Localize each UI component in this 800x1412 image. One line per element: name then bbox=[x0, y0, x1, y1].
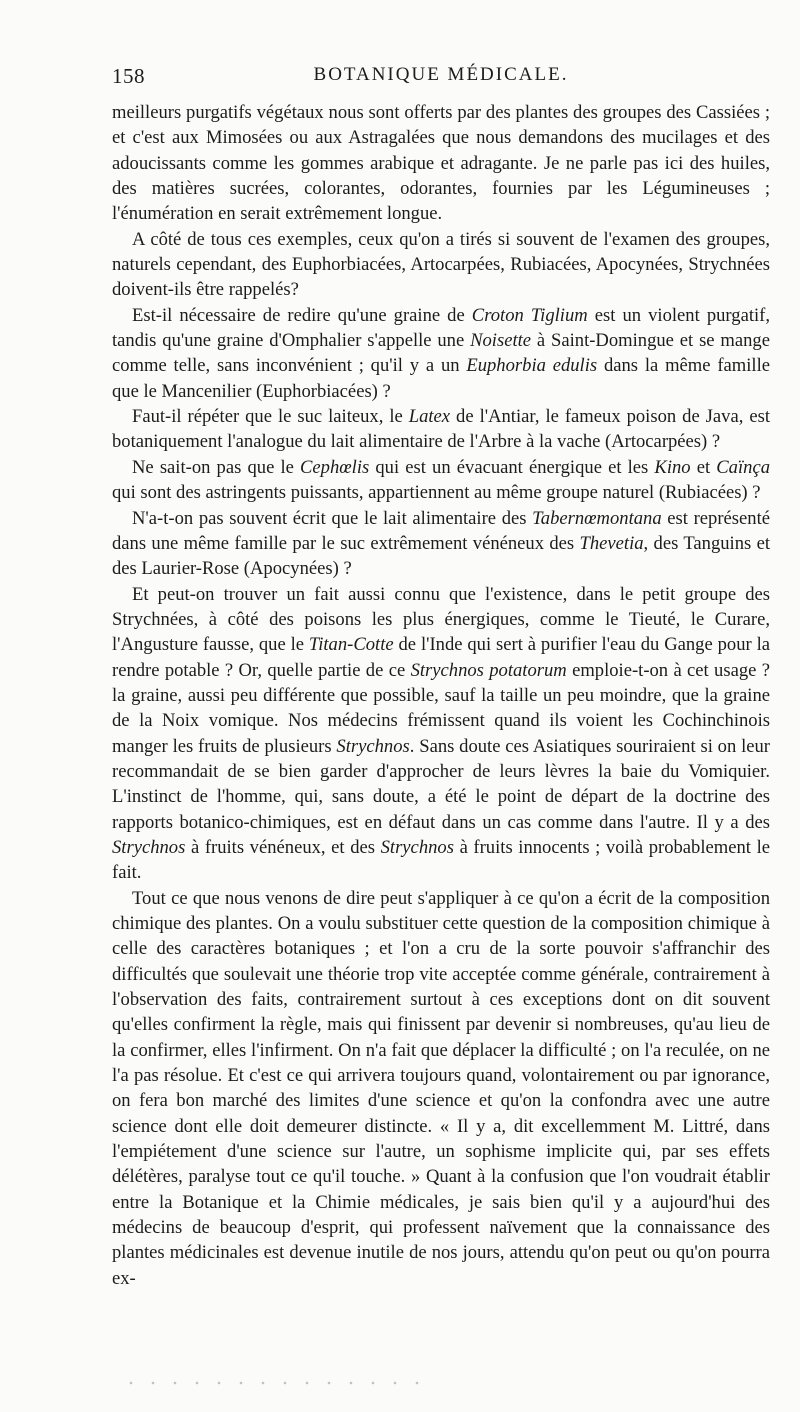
paragraph bbox=[112, 100, 770, 227]
italic-term: Euphorbia edulis bbox=[466, 355, 598, 377]
page-header bbox=[112, 64, 770, 94]
italic-term: Strychnos bbox=[380, 836, 454, 858]
print-specks bbox=[120, 1380, 420, 1386]
text-run: emploie-t-on à cet usage ? la graine, aussi peu différente que possible, sauf la taille un peu moindre, que la graine de la Noix vomique. Nos médecins frémissent quand ils voient les Cochinchinois manger les fruits de plusieurs bbox=[112, 659, 770, 757]
text-run: à Saint-Domingue et se mange comme telle, sans inconvénient ; qu'il y a un bbox=[112, 330, 770, 377]
text-run: est représenté dans une même famille par le suc extrêmement vénéneux des bbox=[112, 507, 770, 554]
text-run: de l'Antiar, le fameux poison de Java, est botaniquement l'analogue du lait alimentaire de l'Arbre à la vache (Artocarpées) ? bbox=[112, 406, 770, 453]
text-run: Est-il nécessaire de redire qu'une graine de bbox=[132, 304, 472, 326]
text-run: dans la même famille que le Mancenilier (Euphorbiacées) ? bbox=[112, 355, 770, 402]
paragraph bbox=[112, 506, 770, 582]
text-run: meilleurs purgatifs végétaux nous sont offerts par des plantes des groupes des Cassiées ; et c'est aux Mimosées ou aux Astragalées que nous demandons des mucilages et des adoucissants comme les gommes arabique et adragante. Je ne parle pas ici des huiles, des matières sucrées, colorantes, odorantes, fournies par les Légumineuses ; l'énumération en serait extrêmement longue. bbox=[112, 102, 770, 225]
italic-term: Tabernœmontana bbox=[532, 507, 662, 529]
paragraph bbox=[112, 455, 770, 506]
text-run: à fruits innocents ; voilà probablement le fait. bbox=[112, 836, 770, 884]
body-text bbox=[112, 100, 770, 1291]
text-run: de l'Inde qui sert à purifier l'eau du Gange pour la rendre potable ? Or, quelle partie de ce bbox=[112, 634, 771, 681]
paragraph bbox=[112, 886, 770, 1292]
text-run: , des Tanguins et des Laurier-Rose (Apocynées) ? bbox=[112, 532, 771, 580]
text-run: à fruits vénéneux, et des bbox=[185, 836, 381, 858]
paragraph bbox=[112, 404, 770, 455]
running-title: BOTANIQUE MÉDICALE. bbox=[313, 64, 569, 85]
text-run: N'a-t-on pas souvent écrit que le lait alimentaire des bbox=[132, 507, 533, 529]
paragraph bbox=[112, 582, 770, 886]
text-run: . Sans doute ces Asiatiques souriraient si on leur recommandait de se bien garder d'approcher de leurs lèvres la baie du Vomiquier. L'instinct de l'homme, qui, sans doute, a été le point de départ de la doctrine des rapports botanico-chimiques, est en défaut dans un cas comme dans l'autre. Il y a des bbox=[112, 735, 770, 833]
text-run: Faut-il répéter que le suc laiteux, le bbox=[132, 406, 409, 428]
italic-term: Cephœlis bbox=[300, 456, 370, 478]
text-run: qui est un évacuant énergique et les bbox=[369, 456, 655, 478]
italic-term: Titan-Cotte bbox=[308, 634, 394, 656]
text-run: est un violent purgatif, tandis qu'une graine d'Omphalier s'appelle une bbox=[112, 304, 770, 352]
paragraph bbox=[112, 227, 770, 303]
paragraph bbox=[112, 303, 770, 404]
italic-term: Strychnos potatorum bbox=[410, 659, 567, 681]
italic-term: Caïnça bbox=[716, 456, 770, 478]
text-run: Et peut-on trouver un fait aussi connu que l'existence, dans le petit groupe des Strychnées, à côté des poisons les plus énergiques, comme le Tieuté, le Curare, l'Angusture fausse, que le bbox=[112, 583, 770, 656]
italic-term: Thevetia bbox=[579, 532, 644, 554]
text-run: A côté de tous ces exemples, ceux qu'on a tirés si souvent de l'examen des groupes, naturels cependant, des Euphorbiacées, Artocarpées, Rubiacées, Apocynées, Strychnées doivent-ils être rappelés? bbox=[112, 228, 770, 301]
italic-term: Noisette bbox=[470, 330, 532, 352]
italic-term: Latex bbox=[408, 406, 451, 428]
italic-term: Croton Tiglium bbox=[471, 304, 588, 326]
text-run: et bbox=[690, 456, 717, 478]
page-number: 158 bbox=[112, 64, 145, 88]
text-run: qui sont des astringents puissants, appartiennent au même groupe naturel (Rubiacées) ? bbox=[112, 482, 761, 504]
italic-term: Strychnos bbox=[112, 836, 186, 858]
text-run: Tout ce que nous venons de dire peut s'appliquer à ce qu'on a écrit de la composition chimique des plantes. On a voulu substituer cette question de la composition chimique à celle des caractères botaniques ; et l'on a cru de la sorte pouvoir s'affranchir des difficultés que soulevait une théorie trop vite acceptée comme générale, contrairement à l'observation des faits, contrairement surtout à ces exceptions dont on dit souvent qu'elles confirment la règle, mais qui finissent par devenir si nombreuses, qu'au lieu de la confirmer, elles l'infirment. On n'a fait que déplacer la difficulté ; on l'a reculée, on ne l'a pas résolue. Et c'est ce qui arrivera toujours quand, volontairement ou par ignorance, on fera bon marché des limites d'une science et qu'on la confondra avec une autre science dont elle doit demeurer distincte. « Il y a, dit excellemment M. Littré, dans l'empiétement d'une science sur l'autre, un sophisme implicite qui, par ses effets délétères, paralyse tout ce qu'il touche. » Quant à la confusion que l'on voudrait établir entre la Botanique et la Chimie médicales, je sais bien qu'il y a aujourd'hui des médecins de beaucoup d'esprit, qui professent naïvement que la connaissance des plantes médicinales est devenue inutile de nos jours, attendu qu'on peut ou qu'on pourra ex- bbox=[112, 887, 770, 1289]
italic-term: Strychnos bbox=[336, 735, 410, 757]
italic-term: Kino bbox=[654, 456, 691, 478]
text-run: Ne sait-on pas que le bbox=[132, 456, 301, 478]
